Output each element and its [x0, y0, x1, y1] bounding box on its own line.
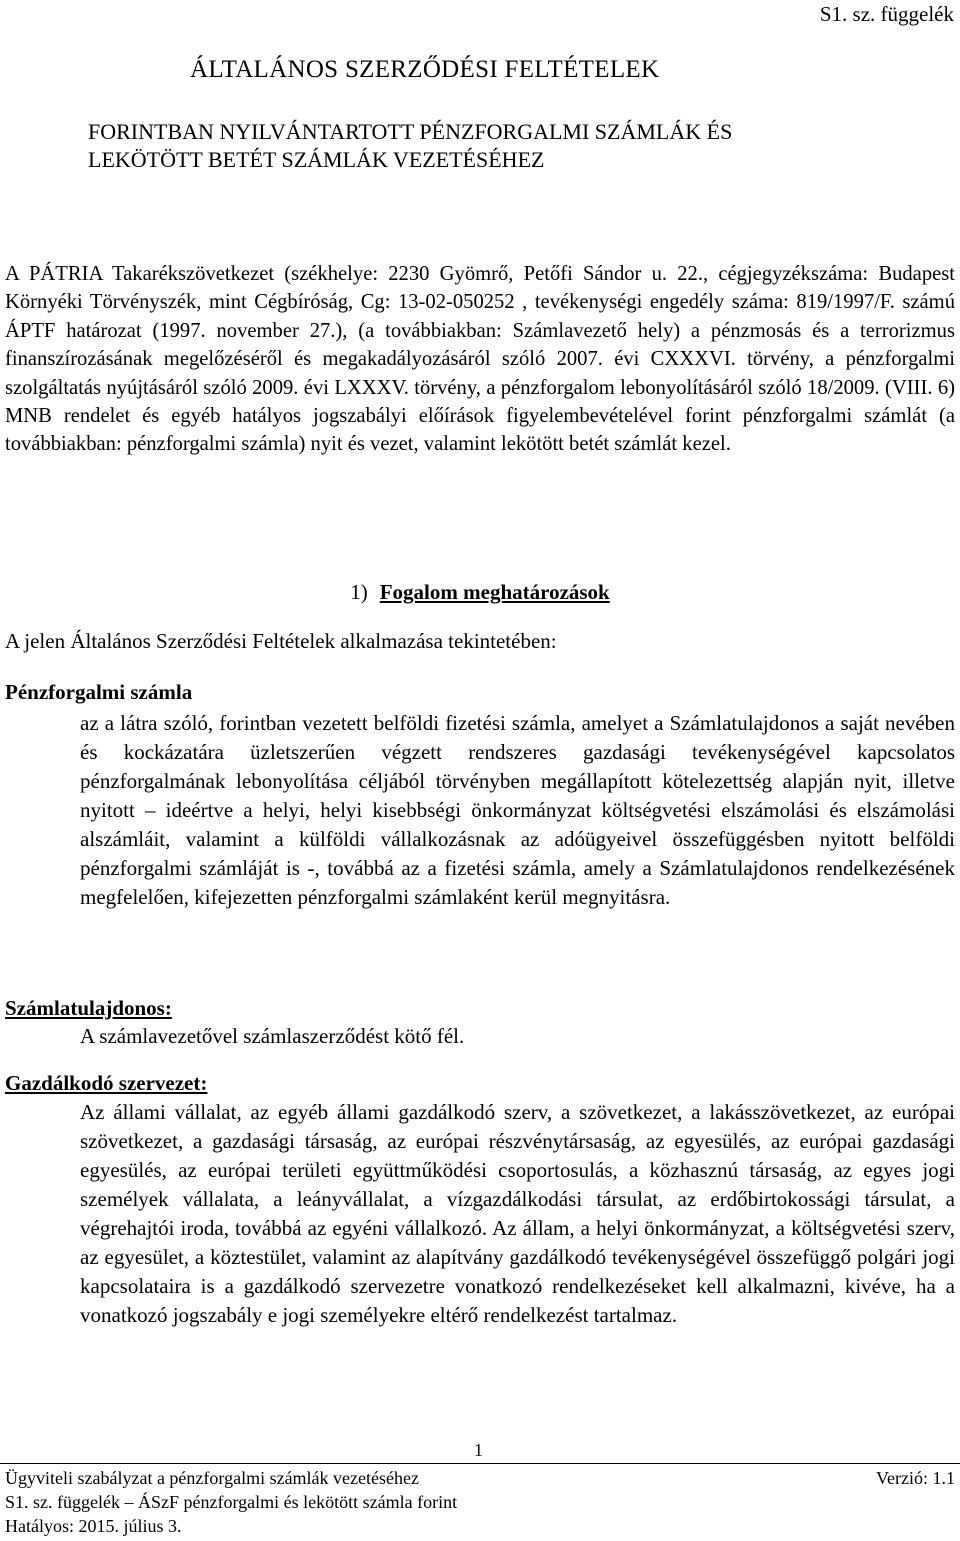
section-title: Fogalom meghatározások	[379, 580, 610, 604]
document-title: ÁLTALÁNOS SZERZŐDÉSI FELTÉTELEK	[190, 56, 660, 83]
term-gazdalkodo-szervezet: Gazdálkodó szervezet:	[5, 1071, 208, 1095]
section-heading	[0, 580, 960, 605]
footer-divider	[0, 1463, 960, 1464]
subtitle-line-2: LEKÖTÖTT BETÉT SZÁMLÁK VEZETÉSÉHEZ	[88, 147, 545, 172]
intro-paragraph: A PÁTRIA Takarékszövetkezet (székhelye: 2230 Gyömrő, Petőfi Sándor u. 22., cégjegyzékszáma: Budapest Környéki Törvényszék, mint Cégbíróság, Cg: 13-02-050252 , tevékenységi engedély száma: 819/1997/F. számú ÁPTF határozat (1997. november 27.), (a továbbiakban: Számlavezető hely) a pénzmosás és a terrorizmus finanszírozásának megelőzéséről és megakadályozásáról szóló 2007. évi CXXXVI. törvény, a pénzforgalmi szolgáltatás nyújtásáról szóló 2009. évi LXXXV. törvény, a pénzforgalom lebonyolításáról szóló 18/2009. (VIII. 6) MNB rendelet és egyéb hatályos jogszabályi előírások figyelembevételével forint pénzforgalmi számlát (a továbbiakban: pénzforgalmi számla) nyit és vezet, valamint lekötött betét számlát kezel.	[5, 263, 955, 456]
footer-row-1	[5, 1466, 955, 1490]
document-subtitle	[88, 118, 732, 174]
definition-szamlatulajdonos: A számlavezetővel számlaszerződést kötő fél.	[80, 1024, 465, 1048]
subtitle-line-1: FORINTBAN NYILVÁNTARTOTT PÉNZFORGALMI SZÁMLÁK ÉS	[88, 119, 733, 144]
scope-sentence: A jelen Általános Szerződési Feltételek alkalmazása tekintetében:	[5, 629, 557, 653]
footer-version: Verzió: 1.1	[876, 1468, 955, 1488]
definition-gazdalkodo-szervezet: Az állami vállalat, az egyéb állami gazdálkodó szerv, a szövetkezet, a lakásszövetkezet, az európai szövetkezet, a gazdasági társaság, az európai részvénytársaság, az egyesülés, az európai gazdasági egyesülés, az európai területi együttműködési csoportosulás, a közhasznú társaság, az egyes jogi személyek vállalata, a leányvállalat, a vízgazdálkodási társulat, az erdőbirtokossági társulat, a végrehajtói iroda, továbbá az egyéni vállalkozó. Az állam, a helyi önkormányzat, a költségvetési szerv, az egyesület, a köztestület, valamint az alapítvány gazdálkodó tevékenységével összefüggő polgári jogi kapcsolataira is a gazdálkodó szervezetre vonatkozó rendelkezéseket kell alkalmazni, kivéve, ha a vonatkozó jogszabály e jogi személyekre eltérő rendelkezést tartalmaz.	[80, 1100, 955, 1327]
term-szamlatulajdonos: Számlatulajdonos:	[5, 996, 172, 1020]
section-number: 1)	[350, 580, 368, 604]
term-penzforgalmi-szamla: Pénzforgalmi számla	[5, 680, 193, 704]
footer-doc-title: Ügyviteli szabályzat a pénzforgalmi számlák vezetéséhez	[5, 1468, 419, 1488]
page-number: 1	[474, 1440, 483, 1460]
footer-appendix-ref: S1. sz. függelék – ÁSzF pénzforgalmi és lekötött számla forint	[5, 1492, 458, 1512]
footer-effective-date: Hatályos: 2015. július 3.	[5, 1516, 182, 1536]
definition-penzforgalmi-szamla: az a látra szóló, forintban vezetett belföldi fizetési számla, amelyet a Számlatulajdonos a saját nevében és kockázatára üzletszerűen végzett rendszeres gazdasági tevékenységével kapcsolatos pénzforgalmának lebonyolítása céljából törvényben megállapított kötelezettség alapján nyit, illetve nyitott – ideértve a helyi, helyi kisebbségi önkormányzat költségvetési elszámolási és elszámolási alszámláit, valamint a külföldi vállalkozásnak az adóügyeivel összefüggésben nyitott belföldi pénzforgalmi számláját is -, továbbá az a fizetési számla, amely a Számlatulajdonos rendelkezésének megfelelően, kifejezetten pénzforgalmi számlaként kerül megnyitásra.	[80, 711, 955, 909]
appendix-label: S1. sz. függelék	[819, 2, 954, 26]
